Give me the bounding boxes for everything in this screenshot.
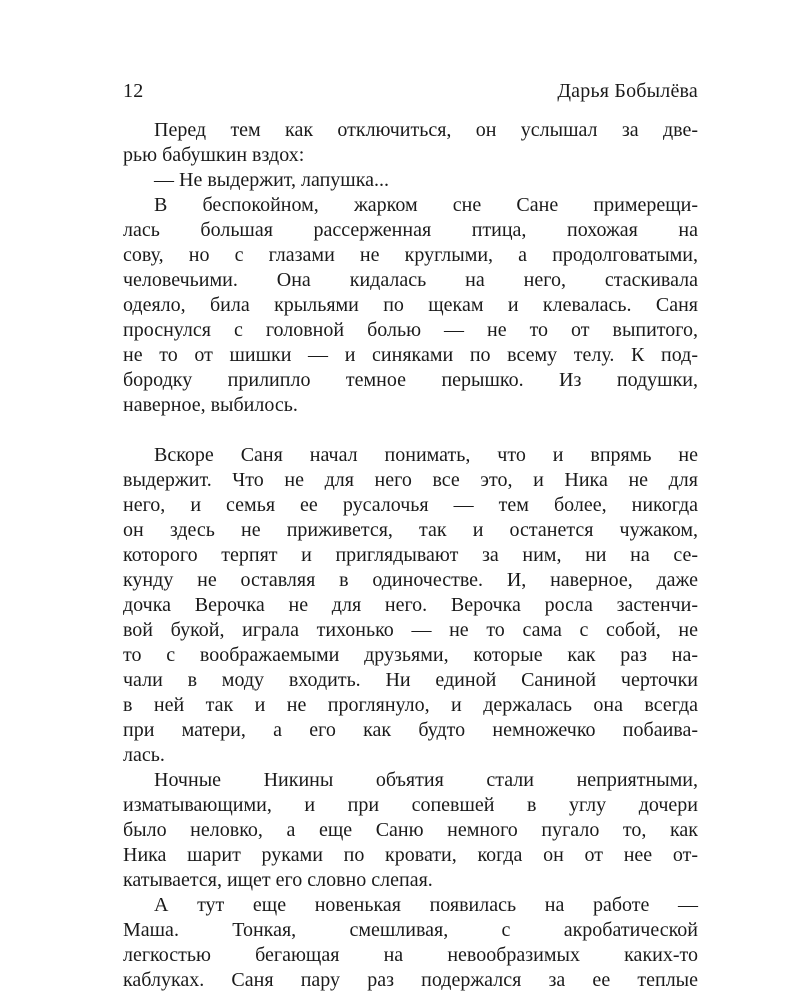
- text-line: кунду не оставляя в одиночестве. И, наверное, даже: [123, 569, 698, 591]
- text-line: наверное, выбилось.: [123, 394, 298, 416]
- text-line: которого терпят и приглядывают за ним, ни на се-: [123, 544, 698, 566]
- text-line: выдержит. Что не для него все это, и Ника не для: [123, 469, 698, 491]
- text-line: при матери, а его как будто немножечко побаива-: [123, 719, 698, 741]
- author-name: Дарья Бобылёва: [557, 80, 698, 102]
- text-line: Ночные Никины объятия стали неприятными,: [154, 769, 698, 791]
- text-line: него, и семья ее русалочья — тем более, никогда: [123, 494, 698, 516]
- text-line: сову, но с глазами не круглыми, а продолговатыми,: [123, 244, 698, 266]
- text-line: изматывающими, и при сопевшей в углу дочери: [123, 794, 698, 816]
- text-line: лась.: [123, 744, 165, 766]
- body-text: [123, 118, 698, 993]
- text-line: человечьими. Она кидалась на него, стаскивала: [123, 269, 698, 291]
- text-line: Вскоре Саня начал понимать, что и впрямь не: [154, 444, 698, 466]
- text-line: Маша. Тонкая, смешливая, с акробатической: [123, 919, 698, 941]
- text-line: каблуках. Саня пару раз подержался за ее теплые: [123, 969, 698, 991]
- text-line: одеяло, била крыльями по щекам и клевалась. Саня: [123, 294, 698, 316]
- text-line: в ней так и не проглянуло, и держалась она всегда: [123, 694, 698, 716]
- running-head: [123, 80, 698, 104]
- text-line: было неловко, а еще Саню немного пугало то, как: [123, 819, 698, 841]
- text-line: катывается, ищет его словно слепая.: [123, 869, 433, 891]
- text-line: чали в моду входить. Ни единой Саниной черточки: [123, 669, 698, 691]
- section-break: [123, 418, 698, 443]
- text-line: лась большая рассерженная птица, похожая на: [123, 219, 698, 241]
- text-line: то с воображаемыми друзьями, которые как раз на-: [123, 644, 698, 666]
- text-line: не то от шишки — и синяками по всему телу. К под-: [123, 344, 698, 366]
- text-line: дочка Верочка не для него. Верочка росла застенчи-: [123, 594, 698, 616]
- text-line: бородку прилипло темное перышко. Из подушки,: [123, 369, 698, 391]
- text-line: легкостью бегающая на невообразимых каких-то: [123, 944, 698, 966]
- text-line: он здесь не приживется, так и останется чужаком,: [123, 519, 698, 541]
- text-line: — Не выдержит, лапушка...: [154, 169, 389, 191]
- text-line: В беспокойном, жарком сне Сане примерещи-: [154, 194, 698, 216]
- text-line: проснулся с головной болью — не то от выпитого,: [123, 319, 698, 341]
- page-number: 12: [123, 80, 144, 102]
- text-line: Ника шарит руками по кровати, когда он от нее от-: [123, 844, 698, 866]
- text-line: рью бабушкин вздох:: [123, 144, 305, 166]
- text-line: А тут еще новенькая появилась на работе —: [154, 894, 698, 916]
- text-line: вой букой, играла тихонько — не то сама с собой, не: [123, 619, 698, 641]
- text-line: Перед тем как отключиться, он услышал за две-: [154, 119, 698, 141]
